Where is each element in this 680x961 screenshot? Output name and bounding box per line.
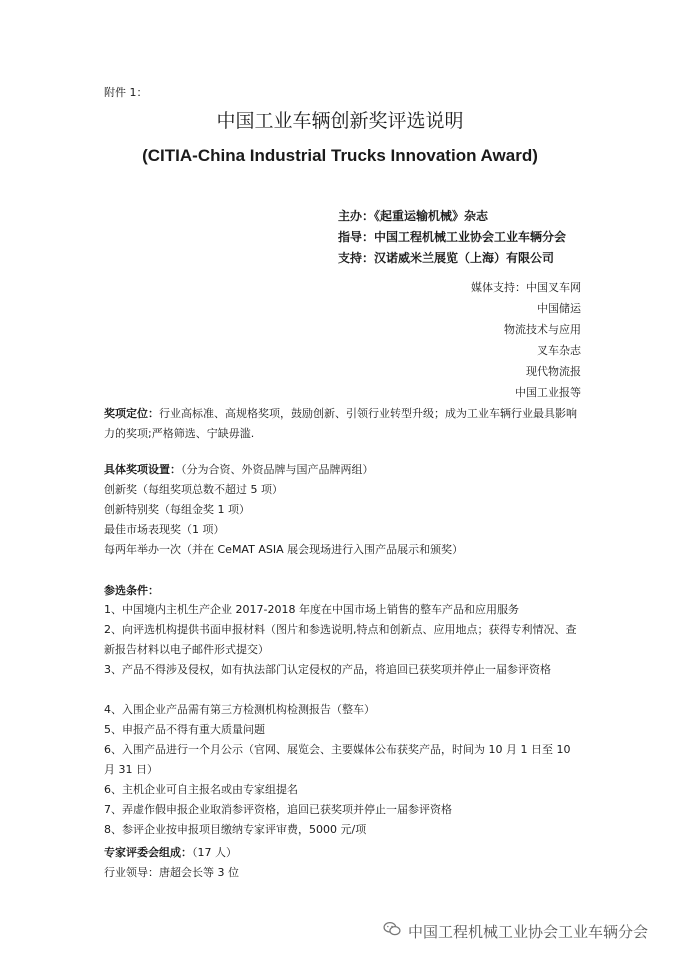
wechat-watermark <box>382 919 648 943</box>
document-subtitle: (CITIA-China Industrial Trucks Innovation Award) <box>142 146 538 165</box>
condition-item: 6、主机企业可自主报名或由专家组提名 <box>104 783 298 796</box>
condition-item: 3、产品不得涉及侵权，如有执法部门认定侵权的产品，将追回已获奖项并停止一届参评资格 <box>104 663 551 676</box>
wechat-icon <box>382 919 402 943</box>
organizer-host: 主办：《起重运输机械》杂志 <box>338 209 489 223</box>
section-text: 行业高标准、高规格奖项，鼓励创新、引领行业转型升级；成为工业车辆行业最具影响力的奖项;严格筛选、宁缺毋滥. <box>104 407 577 440</box>
condition-item: 2、向评选机构提供书面申报材料（图片和参选说明,特点和创新点、应用地点；获得专利情况、查新报告材料以电子邮件形式提交） <box>104 623 577 656</box>
section-note: （分为合资、外资品牌与国产品牌两组） <box>181 463 374 476</box>
condition-item: 7、弄虚作假申报企业取消参评资格，追回已获奖项并停止一届参评资格 <box>104 803 452 816</box>
watermark-text: 中国工程机械工业协会工业车辆分会 <box>407 922 648 941</box>
section-label: 具体奖项设置： <box>104 463 181 476</box>
award-item: 每两年举办一次（并在 CeMAT ASIA 展会现场进行入围产品展示和颁奖） <box>104 543 464 556</box>
condition-item: 4、入围企业产品需有第三方检测机构检测报告（整车） <box>104 703 375 716</box>
committee-count: （17 人） <box>192 846 237 859</box>
condition-item: 1、中国境内主机生产企业 2017-2018 年度在中国市场上销售的整车产品和应用服务 <box>104 603 519 616</box>
award-positioning <box>104 404 586 444</box>
document-title: 中国工业车辆创新奖评选说明 <box>216 110 464 132</box>
media-support-line: 中国工业报等 <box>515 386 581 399</box>
media-support-line: 物流技术与应用 <box>504 323 581 336</box>
attachment-label: 附件 1： <box>104 86 148 99</box>
condition-item: 5、申报产品不得有重大质量问题 <box>104 723 265 736</box>
condition-item: 6、入围产品进行一个月公示（官网、展览会、主要媒体公布获奖产品，时间为 10 月 1 日至 10 月 31 日） <box>104 743 571 776</box>
section-label: 专家评委会组成： <box>104 846 192 859</box>
conditions-heading: 参选条件： <box>104 584 159 597</box>
awards-heading <box>104 461 374 477</box>
organizer-guidance: 指导：中国工程机械工业协会工业车辆分会 <box>338 230 567 244</box>
committee-heading <box>104 844 237 860</box>
condition-item: 8、参评企业按申报项目缴纳专家评审费，5000 元/项 <box>104 823 367 836</box>
section-label: 奖项定位： <box>104 407 159 420</box>
media-support-line: 媒体支持：中国叉车网 <box>471 281 581 294</box>
award-item: 创新奖（每组奖项总数不超过 5 项） <box>104 483 283 496</box>
media-support-line: 现代物流报 <box>526 365 581 378</box>
award-item: 创新特别奖（每组金奖 1 项） <box>104 503 250 516</box>
committee-leader: 行业领导：唐超会长等 3 位 <box>104 866 239 879</box>
award-item: 最佳市场表现奖（1 项） <box>104 523 225 536</box>
organizer-support: 支持：汉诺威米兰展览（上海）有限公司 <box>338 251 555 265</box>
media-support-line: 中国储运 <box>537 302 581 315</box>
media-support-line: 叉车杂志 <box>537 344 581 357</box>
